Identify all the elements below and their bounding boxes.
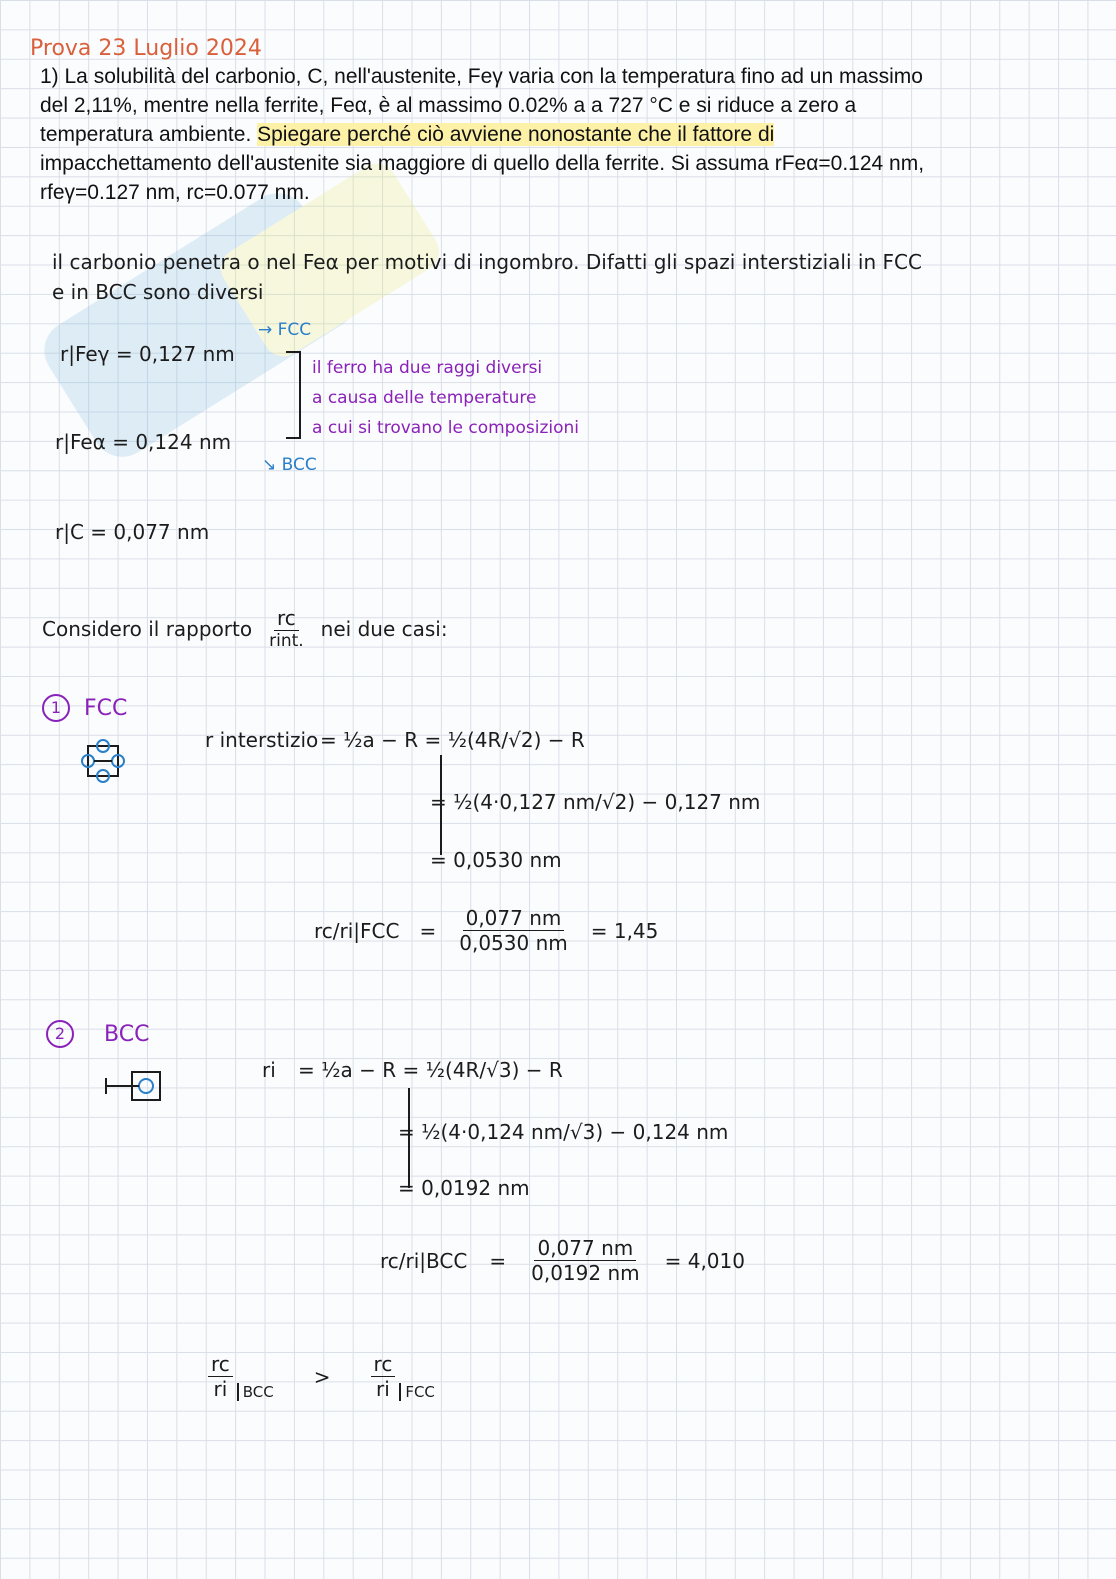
fcc-step-3: = 0,0530 nm: [430, 848, 562, 872]
question-line-4: impacchettamento dell'austenite sia maggiore di quello della ferrite. Si assuma rFeα=0.124 nm,: [40, 152, 925, 175]
conclusion-lhs: [208, 1352, 274, 1401]
question-line-2: del 2,11%, mentre nella ferrite, Feα, è al massimo 0.02% a a 727 °C e si riduce a zero a: [40, 94, 857, 117]
bcc-step-1: = ½a − R = ½(4R/√3) − R: [298, 1058, 563, 1082]
question-line-3: [40, 120, 774, 149]
note-line-1: il ferro ha due raggi diversi: [312, 358, 543, 378]
ratio-numerator: rc: [274, 606, 299, 631]
bcc-ratio: rc/ri|BCC = $\frac{0,077 nm}{0,0192 nm}$ = 4,010: [380, 1236, 745, 1285]
bcc-ratio-result: = 4,010: [664, 1248, 745, 1273]
fcc-title: FCC: [84, 695, 128, 721]
conclusion-rhs-den: ri: [376, 1377, 390, 1401]
fcc-step-1: = ½a − R = ½(4R/√2) − R: [320, 728, 585, 752]
fcc-ratio-lhs: rc/ri|FCC: [314, 918, 400, 943]
bcc-ratio-lhs: rc/ri|BCC: [380, 1248, 468, 1273]
bracket: [284, 350, 306, 442]
bcc-heading: [46, 1020, 149, 1048]
radius-fe-gamma: r|Feγ = 0,127 nm: [60, 342, 235, 366]
fcc-cell-icon: [78, 738, 130, 786]
question-highlight: Spiegare perché ciò avviene nonostante che il fattore di: [257, 123, 775, 146]
answer-line-1: il carbonio penetra o nel Feα per motivi di ingombro. Difatti gli spazi interstiziali in FCC: [52, 250, 922, 274]
fcc-ratio-denominator: 0,0530 nm: [459, 931, 568, 955]
question-line-3-plain: temperatura ambiente.: [40, 123, 258, 146]
bcc-r-label: ri: [262, 1058, 276, 1082]
note-line-2: a causa delle temperature: [312, 388, 537, 408]
ratio-intro: [42, 606, 448, 651]
fcc-ratio-fraction: [456, 906, 571, 955]
question-line-1: 1) La solubilità del carbonio, C, nell'austenite, Feγ varia con la temperatura fino ad un massimo: [40, 65, 923, 88]
conclusion-rhs: [371, 1352, 435, 1401]
bcc-step-3: = 0,0192 nm: [398, 1176, 530, 1200]
bcc-step-2: = ½(4·0,124 nm/√3) − 0,124 nm: [398, 1120, 729, 1144]
page-title: Prova 23 Luglio 2024: [30, 36, 262, 61]
conclusion: [208, 1352, 435, 1401]
bcc-ratio-fraction: [528, 1236, 643, 1285]
ratio-denominator: rint.: [269, 631, 304, 651]
answer-line-2: e in BCC sono diversi: [52, 280, 264, 304]
note-line-3: a cui si trovano le composizioni: [312, 418, 580, 438]
label-fcc: → FCC: [258, 320, 312, 340]
fcc-step-2: = ½(4·0,127 nm/√2) − 0,127 nm: [430, 790, 761, 814]
fcc-r-label: r interstizio: [205, 728, 319, 752]
fcc-ratio-numerator: 0,077 nm: [463, 906, 565, 931]
fcc-ratio: rc/ri|FCC = $\frac{0,077 nm}{0,0530 nm}$ = 1,45: [314, 906, 659, 955]
conclusion-rhs-num: rc: [371, 1352, 396, 1377]
label-bcc: ↘ BCC: [262, 455, 317, 475]
ratio-intro-text: Considero il rapporto: [42, 616, 253, 641]
question-line-5: rfeγ=0.127 nm, rc=0.077 nm.: [40, 181, 310, 204]
conclusion-lhs-den: ri: [213, 1377, 228, 1401]
bcc-ratio-denominator: 0,0192 nm: [531, 1261, 640, 1285]
conclusion-lhs-num: rc: [208, 1352, 233, 1377]
bcc-ratio-numerator: 0,077 nm: [534, 1236, 636, 1261]
bcc-index-badge: 2: [46, 1020, 74, 1048]
radius-c: r|C = 0,077 nm: [55, 520, 210, 544]
fcc-heading: [42, 694, 127, 722]
fcc-ratio-result: = 1,45: [590, 918, 659, 943]
conclusion-lhs-sub: BCC: [237, 1383, 274, 1401]
bcc-title: BCC: [104, 1021, 150, 1047]
bcc-cell-icon: [102, 1068, 166, 1104]
conclusion-rhs-sub: FCC: [399, 1383, 435, 1401]
ratio-intro-suffix: nei due casi:: [320, 616, 448, 641]
fcc-index-badge: 1: [42, 694, 70, 722]
ratio-fraction: [266, 606, 307, 651]
radius-fe-alpha: r|Feα = 0,124 nm: [55, 430, 232, 454]
conclusion-operator: >: [313, 1364, 331, 1389]
